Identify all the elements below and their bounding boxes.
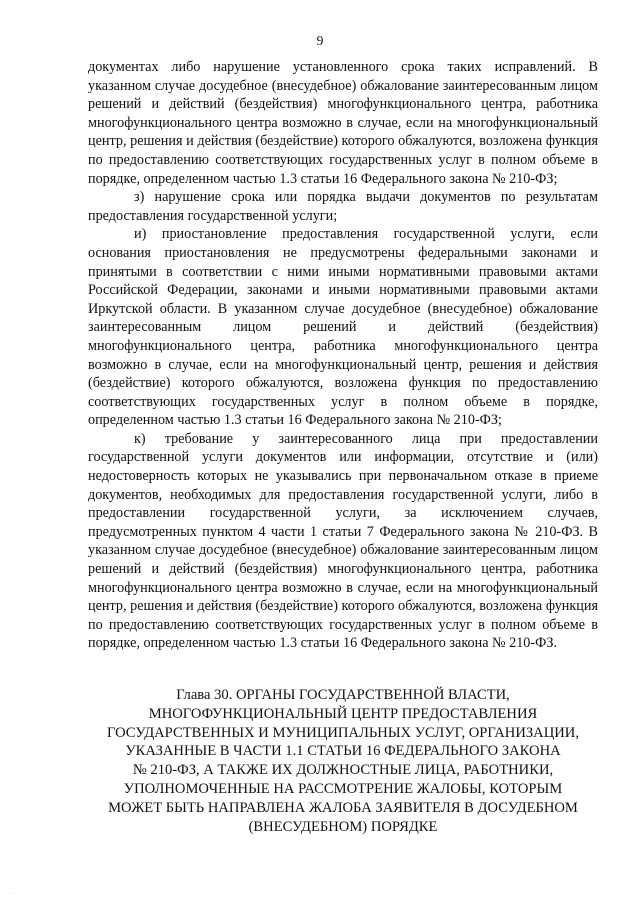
chapter-heading-line: (ВНЕСУДЕБНОМ) ПОРЯДКЕ [248, 818, 438, 835]
chapter-heading [88, 686, 598, 836]
chapter-heading-line: ГОСУДАРСТВЕННЫХ И МУНИЦИПАЛЬНЫХ УСЛУГ, ОРГАНИЗАЦИИ, [107, 724, 579, 741]
paragraph-continuation: документах либо нарушение установленного срока таких исправлений. В указанном случае досудебное (внесудебное) обжалование заинтересованным лицом решений и действий (бездействия) многофункционального центра, работника многофункционального центра возможно в случае, если на многофункциональный центр, решения и действия (бездействие) которого обжалуются, возложена функция по предоставлению соответствующих государственных услуг в полном объеме в порядке, определенном частью 1.3 статьи 16 Федерального закона № 210-ФЗ; [88, 59, 598, 187]
paragraph-item-k: к) требование у заинтересованного лица при предоставлении государственной услуги документов или информации, отсутствие и (или) недостоверность которых не указывались при первоначальном отказе в приеме документов, необходимых для предоставления государственной услуги, либо в предоставлении государственной услуги, за исключением случаев, предусмотренных пунктом 4 части 1 статьи 7 Федерального закона № 210-ФЗ. В указанном случае досудебное (внесудебное) обжалование заинтересованным лицом решений и действий (бездействия) многофункционального центра, работника многофункционального центра возможно в случае, если на многофункциональный центр, решения и действия (бездействие) которого обжалуются, возложена функция по предоставлению соответствующих государственных услуг в полном объеме в порядке, определенном частью 1.3 статьи 16 Федерального закона № 210-ФЗ. [88, 430, 598, 652]
chapter-heading-line: МОЖЕТ БЫТЬ НАПРАВЛЕНА ЖАЛОБА ЗАЯВИТЕЛЯ В ДОСУДЕБНОМ [108, 799, 578, 816]
chapter-heading-line: УКАЗАННЫЕ В ЧАСТИ 1.1 СТАТЬИ 16 ФЕДЕРАЛЬНОГО ЗАКОНА [125, 743, 561, 760]
paragraph-item-i: и) приостановление предоставления государственной услуги, если основания приостановления не предусмотрены федеральными законами и принятыми в соответствии с ними иными нормативными правовыми актами Российской Федерации, законами и иными нормативными правовыми актами Иркутской области. В указанном случае досудебное (внесудебное) обжалование заинтересованным лицом решений и действий (бездействия) многофункционального центра, работника многофункционального центра возможно в случае, если на многофункциональный центр, решения и действия (бездействие) которого обжалуются, возложена функция по предоставлению соответствующих государственных услуг в полном объеме в порядке, определенном частью 1.3 статьи 16 Федерального закона № 210-ФЗ; [88, 226, 598, 429]
page-number: 9 [316, 33, 324, 48]
chapter-heading-line: УПОЛНОМОЧЕННЫЕ НА РАССМОТРЕНИЕ ЖАЛОБЫ, КОТОРЫМ [123, 780, 563, 797]
scan-artifact: ···· [4, 891, 24, 897]
chapter-heading-line: МНОГОФУНКЦИОНАЛЬНЫЙ ЦЕНТР ПРЕДОСТАВЛЕНИЯ [148, 705, 538, 722]
chapter-heading-line: № 210-ФЗ, А ТАКЖЕ ИХ ДОЛЖНОСТНЫЕ ЛИЦА, РАБОТНИКИ, [132, 762, 554, 779]
document-body [88, 58, 598, 653]
chapter-heading-line: Глава 30. ОРГАНЫ ГОСУДАРСТВЕННОЙ ВЛАСТИ, [176, 687, 510, 703]
paragraph-item-z: з) нарушение срока или порядка выдачи документов по результатам предоставления государственной услуги; [88, 189, 598, 224]
